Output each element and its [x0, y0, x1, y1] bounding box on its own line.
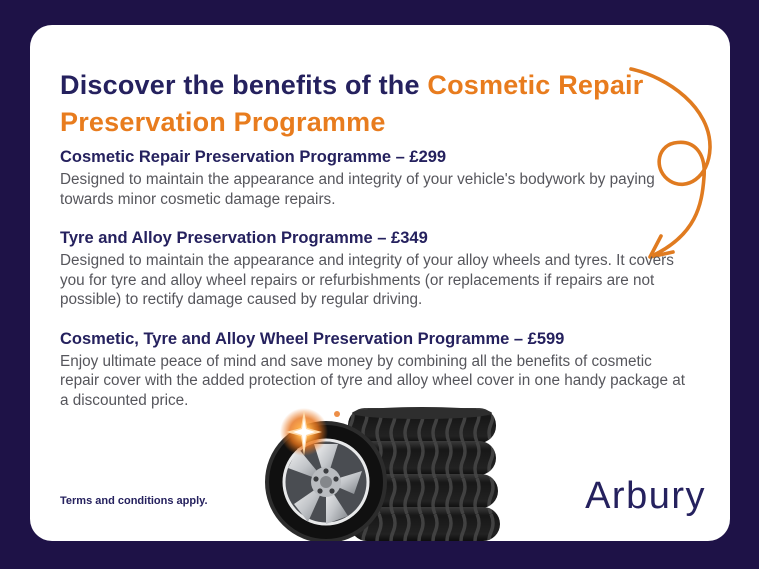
arbury-logo: Arbury [585, 475, 706, 517]
title-regular-text: Discover the benefits of the [60, 70, 428, 101]
programme-heading: Cosmetic, Tyre and Alloy Wheel Preservation Programme – £599 [60, 329, 565, 348]
programme-description: Designed to maintain the appearance and integrity of your vehicle's bodywork by paying towards minor cosmetic damage repairs. [60, 171, 655, 208]
terms-text: Terms and conditions apply. [60, 495, 208, 507]
title-highlight-text: Cosmetic Repair Preservation Programme [60, 70, 644, 138]
programme-section [60, 228, 692, 310]
programme-description: Enjoy ultimate peace of mind and save money by combining all the benefits of cosmetic repair cover with the added protection of tyre and alloy wheel cover in one handy package at a discounted price. [60, 352, 686, 409]
page-title [60, 67, 650, 141]
programme-sections [60, 147, 692, 429]
tyres-image [260, 406, 502, 541]
content-panel [30, 25, 730, 541]
programme-heading: Cosmetic Repair Preservation Programme – £299 [60, 148, 447, 166]
programme-section [60, 329, 692, 411]
programme-section [60, 147, 692, 209]
programme-heading: Tyre and Alloy Preservation Programme – £349 [60, 229, 428, 247]
programme-description: Designed to maintain the appearance and integrity of your alloy wheels and tyres. It covers you for tyre and alloy wheel repairs or refurbishments (or replacements if repairs are not possible) to rectify damage caused by regular driving. [60, 252, 674, 308]
